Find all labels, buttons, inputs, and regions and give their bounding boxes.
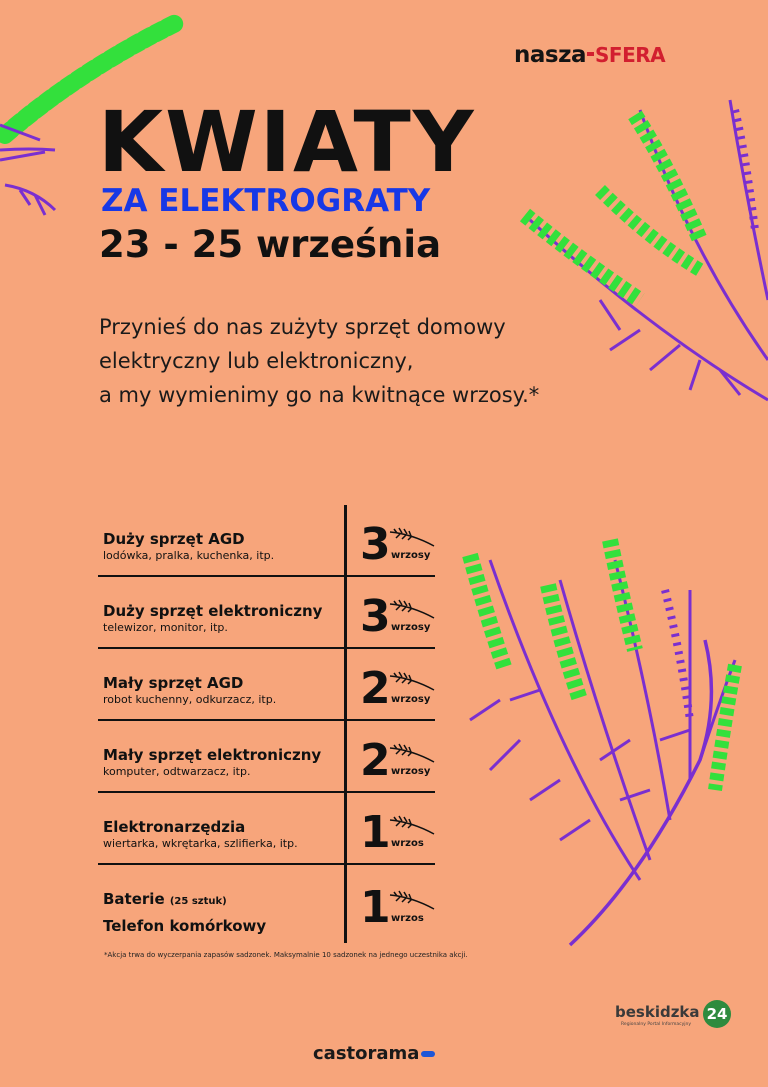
logo-bar bbox=[421, 1051, 435, 1057]
heather-sprig-icon bbox=[388, 889, 436, 911]
category-examples: lodówka, pralka, kuchenka, itp. bbox=[103, 549, 275, 562]
sponsor-tagline: Regionalny Portal Informacyjny bbox=[621, 1022, 692, 1027]
footnote: *Akcja trwa do wyczerpania zapasów sadzonek. Maksymalnie 10 sadzonek na jednego uczestnika akcji. bbox=[104, 951, 468, 959]
heather-sprig-icon bbox=[388, 742, 436, 764]
category-name-note: (25 sztuk) bbox=[169, 896, 227, 907]
reward bbox=[360, 735, 440, 786]
reward-unit: wrzos bbox=[391, 838, 424, 849]
reward bbox=[360, 663, 440, 714]
intro-line: Przynieś do nas zużyty sprzęt domowy bbox=[99, 315, 506, 339]
logo-part-2: SFERA bbox=[595, 43, 666, 67]
category bbox=[103, 746, 343, 780]
intro-line: elektryczny lub elektroniczny, bbox=[99, 349, 414, 373]
reward-count: 1 bbox=[360, 882, 391, 933]
heather-sprig-icon bbox=[388, 814, 436, 836]
reward bbox=[360, 882, 440, 933]
intro-text bbox=[99, 310, 619, 412]
reward-unit: wrzosy bbox=[391, 622, 431, 633]
reward-unit: wrzosy bbox=[391, 694, 431, 705]
category-name: Mały sprzęt AGD bbox=[103, 674, 244, 692]
table-row bbox=[98, 793, 435, 865]
reward bbox=[360, 591, 440, 642]
event-dates: 23 - 25 września bbox=[99, 223, 442, 266]
category-examples: telewizor, monitor, itp. bbox=[103, 621, 228, 634]
category-name bbox=[103, 890, 343, 911]
reward bbox=[360, 807, 440, 858]
table-row bbox=[98, 865, 435, 951]
headline-title: KWIATY bbox=[98, 93, 476, 191]
category-name: Duży sprzęt elektroniczny bbox=[103, 602, 323, 620]
naszasfera-logo bbox=[514, 42, 665, 68]
table-row bbox=[98, 721, 435, 793]
heather-sprig-icon bbox=[388, 598, 436, 620]
category bbox=[103, 890, 343, 935]
castorama-logo bbox=[313, 1043, 435, 1064]
store-name: castorama bbox=[313, 1043, 420, 1064]
category bbox=[103, 818, 343, 852]
table-row bbox=[98, 577, 435, 649]
logo-dot bbox=[587, 52, 594, 56]
table-row bbox=[98, 649, 435, 721]
reward-unit: wrzos bbox=[391, 913, 424, 924]
reward-count: 3 bbox=[360, 519, 391, 570]
reward bbox=[360, 519, 440, 570]
category-name: Elektronarzędzia bbox=[103, 818, 246, 836]
reward-count: 1 bbox=[360, 807, 391, 858]
category-examples: komputer, odtwarzacz, itp. bbox=[103, 765, 251, 778]
category bbox=[103, 674, 343, 708]
intro-line: a my wymienimy go na kwitnące wrzosy.* bbox=[99, 383, 540, 407]
category-examples: wiertarka, wkrętarka, szlifierka, itp. bbox=[103, 837, 298, 850]
logo-part-1: nasza bbox=[514, 42, 586, 68]
category-examples: robot kuchenny, odkurzacz, itp. bbox=[103, 693, 277, 706]
category-name-secondary: Telefon komórkowy bbox=[103, 917, 267, 935]
category bbox=[103, 530, 343, 564]
category-name: Duży sprzęt AGD bbox=[103, 530, 245, 548]
headline-subtitle: ZA ELEKTROGRATY bbox=[101, 183, 431, 219]
category bbox=[103, 602, 343, 636]
sponsor-badge: 24 bbox=[703, 1000, 731, 1028]
exchange-table bbox=[98, 505, 435, 951]
heather-sprig-icon bbox=[388, 670, 436, 692]
sponsor-name: beskidzka bbox=[615, 1003, 700, 1021]
heather-sprig-icon bbox=[388, 526, 436, 548]
reward-count: 2 bbox=[360, 735, 391, 786]
table-row bbox=[98, 505, 435, 577]
reward-unit: wrzosy bbox=[391, 550, 431, 561]
category-name-main: Baterie bbox=[103, 890, 165, 908]
reward-count: 2 bbox=[360, 663, 391, 714]
beskidzka24-logo bbox=[615, 1003, 728, 1027]
reward-unit: wrzosy bbox=[391, 766, 431, 777]
category-name: Mały sprzęt elektroniczny bbox=[103, 746, 322, 764]
heather-bush-bottom-right bbox=[470, 540, 735, 945]
reward-count: 3 bbox=[360, 591, 391, 642]
